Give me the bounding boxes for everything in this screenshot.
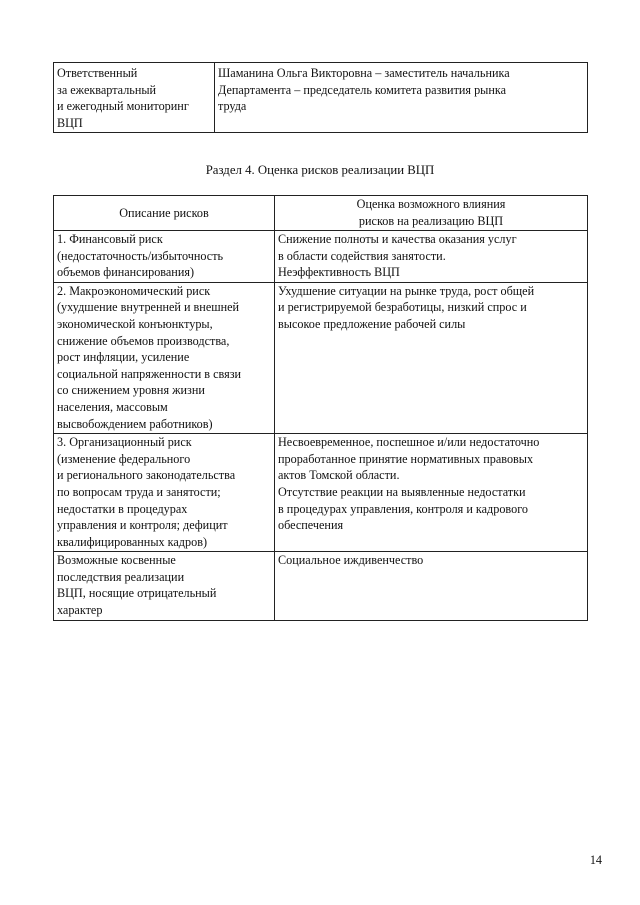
responsible-table (53, 62, 588, 133)
table-row (54, 434, 588, 552)
header-risk-impact: Оценка возможного влияния рисков на реализацию ВЦП (275, 196, 588, 231)
table-row (54, 282, 588, 433)
table-header-row (54, 196, 588, 231)
risk-impact-cell: Социальное иждивенчество (275, 552, 588, 620)
risk-impact-cell: Ухудшение ситуации на рынке труда, рост общей и регистрируемой безработицы, низкий спрос и высокое предложение рабочей силы (275, 282, 588, 433)
responsible-value-cell (215, 63, 588, 133)
table-row (54, 552, 588, 620)
risk-impact-cell: Снижение полноты и качества оказания услуг в области содействия занятости. Неэффективность ВЦП (275, 231, 588, 283)
responsible-value-line: труда (218, 99, 247, 114)
page-number: 14 (589, 853, 602, 867)
responsible-label-line: Ответственный (57, 66, 138, 80)
header-risk-description: Описание рисков (54, 196, 275, 231)
responsible-label-cell (54, 63, 215, 133)
risk-table (53, 195, 588, 621)
risk-description-cell: 2. Макроэкономический риск (ухудшение внутренней и внешней экономической конъюнктуры, снижение объемов производства, рост инфляции, усиление социальной напряженности в связи со снижением уровня жизни населения, массовым высвобождением работников) (54, 282, 275, 433)
responsible-label-line: и ежегодный мониторинг (57, 99, 189, 114)
responsible-label-line: за ежеквартальный (57, 82, 157, 97)
responsible-value-line: Департамента – председатель комитета развития рынка (218, 82, 507, 97)
section-title: Раздел 4. Оценка рисков реализации ВЦП (205, 163, 435, 177)
risk-description-cell: 1. Финансовый риск (недостаточность/избыточность объемов финансирования) (54, 231, 275, 283)
risk-impact-cell: Несвоевременное, поспешное и/или недостаточно проработанное принятие нормативных правовых актов Томской области. Отсутствие реакции на выявленные недостатки в процедурах управления, контроля и кадрового обеспечения (275, 434, 588, 552)
responsible-value-line: Шаманина Ольга Викторовна – заместитель начальника (218, 66, 510, 80)
risk-description-cell: 3. Организационный риск (изменение федерального и регионального законодательства по вопросам труда и занятости; недостатки в процедурах управления и контроля; дефицит квалифицированных кадров) (54, 434, 275, 552)
table-row (54, 63, 588, 133)
table-row (54, 231, 588, 283)
responsible-label-line: ВЦП (57, 115, 83, 130)
risk-description-cell: Возможные косвенные последствия реализации ВЦП, носящие отрицательный характер (54, 552, 275, 620)
